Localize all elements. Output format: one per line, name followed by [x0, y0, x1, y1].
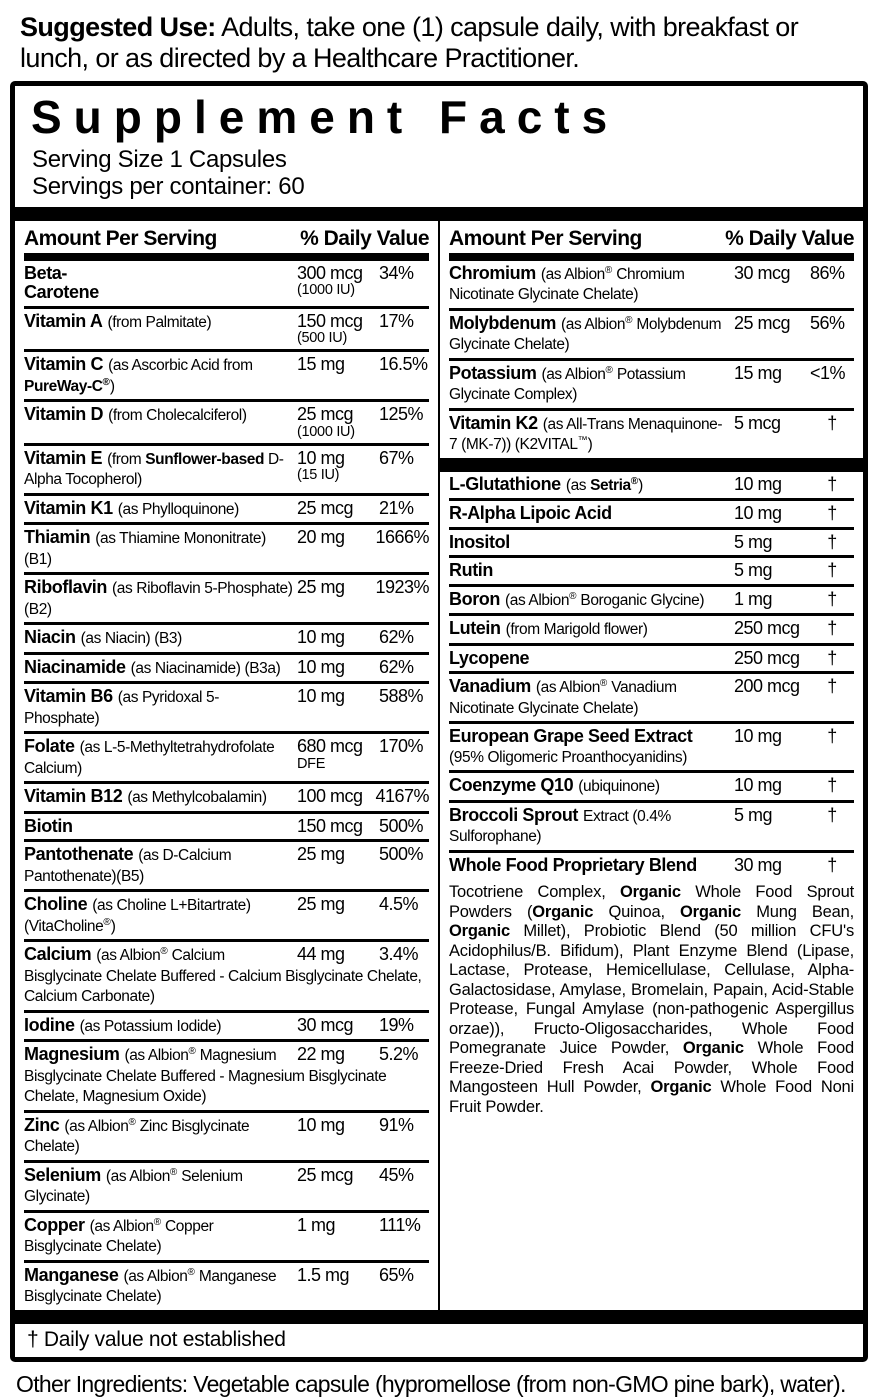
daily-value: 21%: [379, 497, 414, 518]
ingredient-name: Lutein (from Marigold flower): [449, 618, 648, 639]
amount-value: 250 mcg: [734, 618, 800, 639]
daily-value: 62%: [379, 656, 414, 677]
table-row: [449, 803, 854, 853]
ingredient-name: Vitamin K2 (as All-Trans Menaquinone-7 (MK-7)) (K2VITAL™): [449, 412, 723, 454]
daily-value-label: % Daily Value: [725, 226, 854, 250]
daily-value: †: [827, 647, 837, 668]
ingredient-name: Rutin: [449, 560, 493, 581]
table-row: [24, 1163, 429, 1213]
daily-value: 1666%: [375, 527, 429, 548]
amount-column: [293, 945, 429, 965]
amount-value: 10 mg: [734, 775, 782, 796]
amount-per-serving-label: Amount Per Serving: [449, 226, 642, 250]
daily-value: 62%: [379, 627, 414, 648]
right-column-header: [449, 221, 854, 261]
left-column-header: [24, 221, 429, 261]
daily-value: †: [827, 775, 837, 796]
daily-value: 67%: [379, 447, 414, 468]
amount-value: 1 mg: [297, 1214, 336, 1235]
ingredient-name: Copper (as Albion® Copper Bisglycinate Chelate): [24, 1214, 214, 1256]
amount-column: [293, 355, 429, 375]
daily-value: †: [827, 560, 837, 581]
suggested-use-text: Adults, take one (1) capsule daily, with breakfast or lunch, or as directed by a Healthcare Practitioner.: [20, 12, 799, 73]
table-row: [24, 309, 429, 353]
amount-value: 15 mg: [297, 354, 345, 375]
amount-column: [293, 787, 429, 807]
amount-column: [293, 737, 429, 772]
amount-column: [730, 806, 854, 826]
ingredient-name: Pantothenate (as D-Calcium Pantothenate)(B5): [24, 844, 232, 885]
table-row: [24, 655, 429, 685]
ingredient-name: Potassium (as Albion® Potassium Glycinate Complex): [449, 362, 686, 404]
amount-column: [293, 449, 429, 484]
serving-size: Serving Size 1 Capsules: [32, 145, 287, 173]
table-row: [24, 1042, 429, 1113]
left-rows: [24, 261, 429, 1310]
amount-column: [730, 727, 854, 747]
daily-value: 45%: [379, 1164, 414, 1185]
table-row: [24, 842, 429, 892]
table-row: [24, 684, 429, 734]
amount-column: [730, 414, 854, 434]
daily-value: †: [827, 588, 837, 609]
ingredient-name: Calcium (as Albion® Calcium Bisglycinate Chelate Buffered - Calcium Bisglycinate Chelate, Calcium Carbonate): [24, 944, 422, 1006]
ingredient-name: Lycopene: [449, 647, 530, 668]
amount-value: 30 mcg: [734, 262, 791, 283]
table-row: [449, 261, 854, 311]
ingredient-name: Molybdenum (as Albion® Molybdenum Glycinate Chelate): [449, 312, 722, 354]
amount-value: 10 mg: [734, 473, 782, 494]
ingredient-name: Riboflavin (as Riboflavin 5-Phosphate) (B2): [24, 577, 293, 618]
table-row: [24, 575, 429, 625]
ingredient-name: Niacinamide (as Niacinamide) (B3a): [24, 656, 281, 677]
table-row: [24, 261, 429, 309]
amount-column: [730, 504, 854, 524]
daily-value: 1923%: [375, 577, 429, 598]
amount-value: 5 mg: [734, 531, 773, 552]
amount-value: 30 mg: [734, 854, 782, 875]
amount-value: 5 mg: [734, 560, 773, 581]
ingredient-name: Chromium (as Albion® Chromium Nicotinate Glycinate Chelate): [449, 262, 685, 304]
daily-value: †: [827, 412, 837, 433]
ingredient-name: Vitamin B6 (as Pyridoxal 5-Phosphate): [24, 686, 219, 727]
separator-bar: [15, 1310, 863, 1324]
amount-value: 680 mcg DFE: [297, 737, 379, 772]
supplement-facts-panel: [10, 81, 868, 1362]
daily-value: †: [827, 726, 837, 747]
amount-value: 25 mcg (1000 IU): [297, 405, 379, 440]
amount-value: 25 mcg: [297, 1164, 354, 1185]
ingredient-name: Vitamin B12 (as Methylcobalamin): [24, 786, 267, 807]
ingredient-name: Whole Food Proprietary Blend: [449, 854, 697, 875]
table-row: [24, 892, 429, 942]
ingredient-name: Iodine (as Potassium Iodide): [24, 1014, 222, 1035]
amount-column: [730, 364, 854, 384]
amount-value: 10 mg: [734, 726, 782, 747]
right-rows-bottom: [449, 472, 854, 879]
amount-value: 5 mcg: [734, 412, 781, 433]
ingredient-name: Beta- Carotene: [24, 262, 99, 303]
amount-value: 1.5 mg: [297, 1264, 350, 1285]
daily-value: †: [827, 531, 837, 552]
amount-value: 300 mcg (1000 IU): [297, 264, 379, 299]
amount-column: [293, 1116, 429, 1136]
amount-column: [730, 619, 854, 639]
amount-column: [293, 499, 429, 519]
table-row: [449, 361, 854, 411]
ingredient-name: Selenium (as Albion® Selenium Glycinate): [24, 1164, 243, 1206]
amount-value: 20 mg: [297, 527, 345, 548]
table-row: [449, 501, 854, 530]
table-row: [24, 1113, 429, 1163]
ingredient-name: Inositol: [449, 531, 510, 552]
daily-value: †: [827, 503, 837, 524]
amount-column: [730, 314, 854, 334]
amount-value: 10 mg: [297, 686, 345, 707]
daily-value: 56%: [810, 312, 845, 333]
daily-value: 588%: [379, 686, 424, 707]
daily-value: <1%: [810, 362, 846, 383]
amount-column: [293, 264, 429, 299]
ingredient-name: Thiamin (as Thiamine Mononitrate) (B1): [24, 527, 266, 568]
table-row: [24, 734, 429, 784]
table-row: [449, 646, 854, 675]
amount-column: [730, 776, 854, 796]
daily-value: †: [827, 804, 837, 825]
panel-title: Supplement Facts: [31, 91, 620, 143]
table-row: [449, 587, 854, 617]
daily-value: 170%: [379, 736, 424, 757]
amount-value: 250 mcg: [734, 647, 800, 668]
daily-value: 16.5%: [379, 354, 428, 375]
footnote: † Daily value not established: [27, 1327, 286, 1351]
amount-column: [293, 1216, 429, 1236]
amount-subvalue: (1000 IU): [297, 423, 355, 440]
daily-value: 5.2%: [379, 1044, 419, 1065]
amount-value: 15 mg: [734, 362, 782, 383]
ingredient-name: Niacin (as Niacin) (B3): [24, 627, 182, 648]
amount-column: [293, 528, 429, 548]
daily-value: 500%: [379, 815, 424, 836]
amount-value: 10 mg: [297, 1114, 345, 1135]
ingredient-name: Magnesium (as Albion® Magnesium Bisglycinate Chelate Buffered - Magnesium Bisglycinate Chelate, Magnesium Oxide): [24, 1044, 387, 1106]
amount-column: [293, 1016, 429, 1036]
daily-value: 500%: [379, 844, 424, 865]
daily-value: †: [827, 473, 837, 494]
table-row: [24, 525, 429, 575]
table-row: [449, 472, 854, 502]
amount-column: [293, 312, 429, 347]
nutrient-columns: [15, 221, 863, 1310]
amount-value: 5 mg: [734, 804, 773, 825]
table-row: [24, 1013, 429, 1043]
daily-value: 3.4%: [379, 944, 419, 965]
table-row: [24, 496, 429, 526]
daily-value: 4.5%: [379, 894, 419, 915]
ingredient-name: Vitamin D (from Cholecalciferol): [24, 404, 247, 425]
ingredient-name: L-Glutathione (as Setria®): [449, 473, 643, 494]
amount-value: 44 mg: [297, 944, 345, 965]
amount-value: 25 mg: [297, 577, 345, 598]
amount-column: [293, 405, 429, 440]
table-row: [449, 724, 854, 773]
amount-value: 25 mg: [297, 844, 345, 865]
daily-value: †: [827, 854, 837, 875]
amount-value: 200 mcg: [734, 676, 800, 697]
ingredient-name: Vitamin C (as Ascorbic Acid from PureWay-C®): [24, 354, 253, 395]
amount-value: 1 mg: [734, 588, 773, 609]
table-row: [24, 814, 429, 843]
daily-value: 125%: [379, 404, 424, 425]
table-row: [449, 558, 854, 587]
amount-column: [293, 658, 429, 678]
amount-column: [293, 1266, 429, 1286]
serving-info: [15, 143, 863, 207]
amount-column: [730, 561, 854, 581]
daily-value: 65%: [379, 1264, 414, 1285]
amount-column: [293, 628, 429, 648]
ingredient-name: Vitamin K1 (as Phylloquinone): [24, 497, 239, 518]
amount-column: [730, 264, 854, 284]
daily-value: 19%: [379, 1014, 414, 1035]
amount-value: 10 mg: [297, 627, 345, 648]
amount-subvalue: (1000 IU): [297, 282, 355, 299]
daily-value: 34%: [379, 262, 414, 283]
daily-value: †: [827, 676, 837, 697]
table-row: [24, 1213, 429, 1263]
amount-column: [730, 475, 854, 495]
table-row: [24, 625, 429, 655]
amount-column: [293, 1045, 429, 1065]
table-row: [24, 402, 429, 446]
other-ingredients: Other Ingredients: Vegetable capsule (hypromellose (from non-GMO pine bark), water).: [16, 1370, 846, 1397]
table-row: [24, 446, 429, 496]
daily-value: 4167%: [375, 786, 429, 807]
ingredient-name: Zinc (as Albion® Zinc Bisglycinate Chelate): [24, 1114, 250, 1156]
separator-bar: [440, 458, 863, 472]
table-row: [449, 311, 854, 361]
suggested-use: [20, 12, 862, 73]
amount-value: 25 mcg: [297, 497, 354, 518]
table-row: [449, 773, 854, 803]
amount-column: [293, 817, 429, 837]
amount-column: [730, 590, 854, 610]
amount-value: 10 mg (15 IU): [297, 449, 379, 484]
daily-value: 86%: [810, 262, 845, 283]
ingredient-name: Vitamin A (from Palmitate): [24, 310, 212, 331]
amount-column: [730, 533, 854, 553]
daily-value: 111%: [379, 1214, 421, 1235]
blend-description: Tocotriene Complex, Organic Whole Food Sprout Powders (Organic Quinoa, Organic Mung Bean, Organic Millet), Probiotic Blend (50 million CFU's Acidophilus/B. Bifidum), Plant Enzyme Blend (Lipase, Lactase, Protease, Hemicellulase, Cellulase, Alpha-Galactosidase, Amylase, Bromelain, Papain, Acid-Stable Protease, Fungal Amylase (non-pathogenic Aspergillus orzae)), Fructo-Oligosaccharides, Whole Food Pomegranate Juice Powder, Organic Whole Food Freeze-Dried Fresh Acai Powder, Whole Food Mangosteen Hull Powder, Organic Whole Food Noni Fruit Powder.: [449, 883, 854, 1116]
table-row: [449, 411, 854, 458]
amount-column: [293, 895, 429, 915]
ingredient-name: Vanadium (as Albion® Vanadium Nicotinate Glycinate Chelate): [449, 676, 677, 717]
amount-value: 100 mcg: [297, 786, 363, 807]
ingredient-name: Folate (as L-5-Methyltetrahydrofolate Calcium): [24, 736, 275, 777]
amount-subvalue: (500 IU): [297, 330, 347, 347]
table-row: [449, 853, 854, 879]
amount-column: [730, 856, 854, 876]
amount-column: [293, 687, 429, 707]
ingredient-name: European Grape Seed Extract (95% Oligomeric Proanthocyanidins): [449, 726, 693, 766]
daily-value: 91%: [379, 1114, 414, 1135]
ingredient-name: Coenzyme Q10 (ubiquinone): [449, 775, 660, 796]
table-row: [24, 1263, 429, 1310]
table-row: [24, 352, 429, 402]
right-rows-top: [449, 261, 854, 458]
table-row: [24, 784, 429, 814]
amount-column: [293, 1166, 429, 1186]
amount-column: [293, 845, 429, 865]
table-row: [449, 530, 854, 559]
amount-value: 150 mcg: [297, 815, 363, 836]
amount-column: [730, 677, 854, 697]
amount-subvalue: DFE: [297, 755, 326, 772]
amount-value: 150 mcg (500 IU): [297, 312, 379, 347]
ingredient-name: Biotin: [24, 815, 73, 836]
amount-subvalue: (15 IU): [297, 467, 340, 484]
ingredient-name: R-Alpha Lipoic Acid: [449, 503, 612, 524]
ingredient-name: Manganese (as Albion® Manganese Bisglycinate Chelate): [24, 1264, 277, 1306]
amount-value: 25 mcg: [734, 312, 791, 333]
amount-value: 30 mcg: [297, 1014, 354, 1035]
amount-value: 25 mg: [297, 894, 345, 915]
ingredient-name: Vitamin E (from Sunflower-based D-Alpha Tocopherol): [24, 447, 284, 489]
ingredient-name: Broccoli Sprout Extract (0.4% Sulforophane): [449, 804, 671, 846]
daily-value-label: % Daily Value: [300, 226, 429, 250]
amount-value: 10 mg: [297, 656, 345, 677]
servings-per-container: Servings per container: 60: [32, 172, 305, 200]
amount-per-serving-label: Amount Per Serving: [24, 226, 217, 250]
suggested-use-label: Suggested Use:: [20, 12, 216, 42]
right-column: [438, 221, 863, 1310]
ingredient-name: Choline (as Choline L+Bitartrate) (VitaCholine®): [24, 894, 251, 935]
ingredient-name: Boron (as Albion® Boroganic Glycine): [449, 588, 705, 609]
amount-value: 10 mg: [734, 503, 782, 524]
table-row: [449, 616, 854, 646]
table-row: [449, 674, 854, 724]
table-row: [24, 942, 429, 1013]
daily-value: †: [827, 618, 837, 639]
amount-column: [730, 649, 854, 669]
left-column: [15, 221, 438, 1310]
amount-value: 22 mg: [297, 1044, 345, 1065]
separator-bar: [15, 207, 863, 221]
amount-column: [293, 578, 429, 598]
daily-value: 17%: [379, 310, 414, 331]
